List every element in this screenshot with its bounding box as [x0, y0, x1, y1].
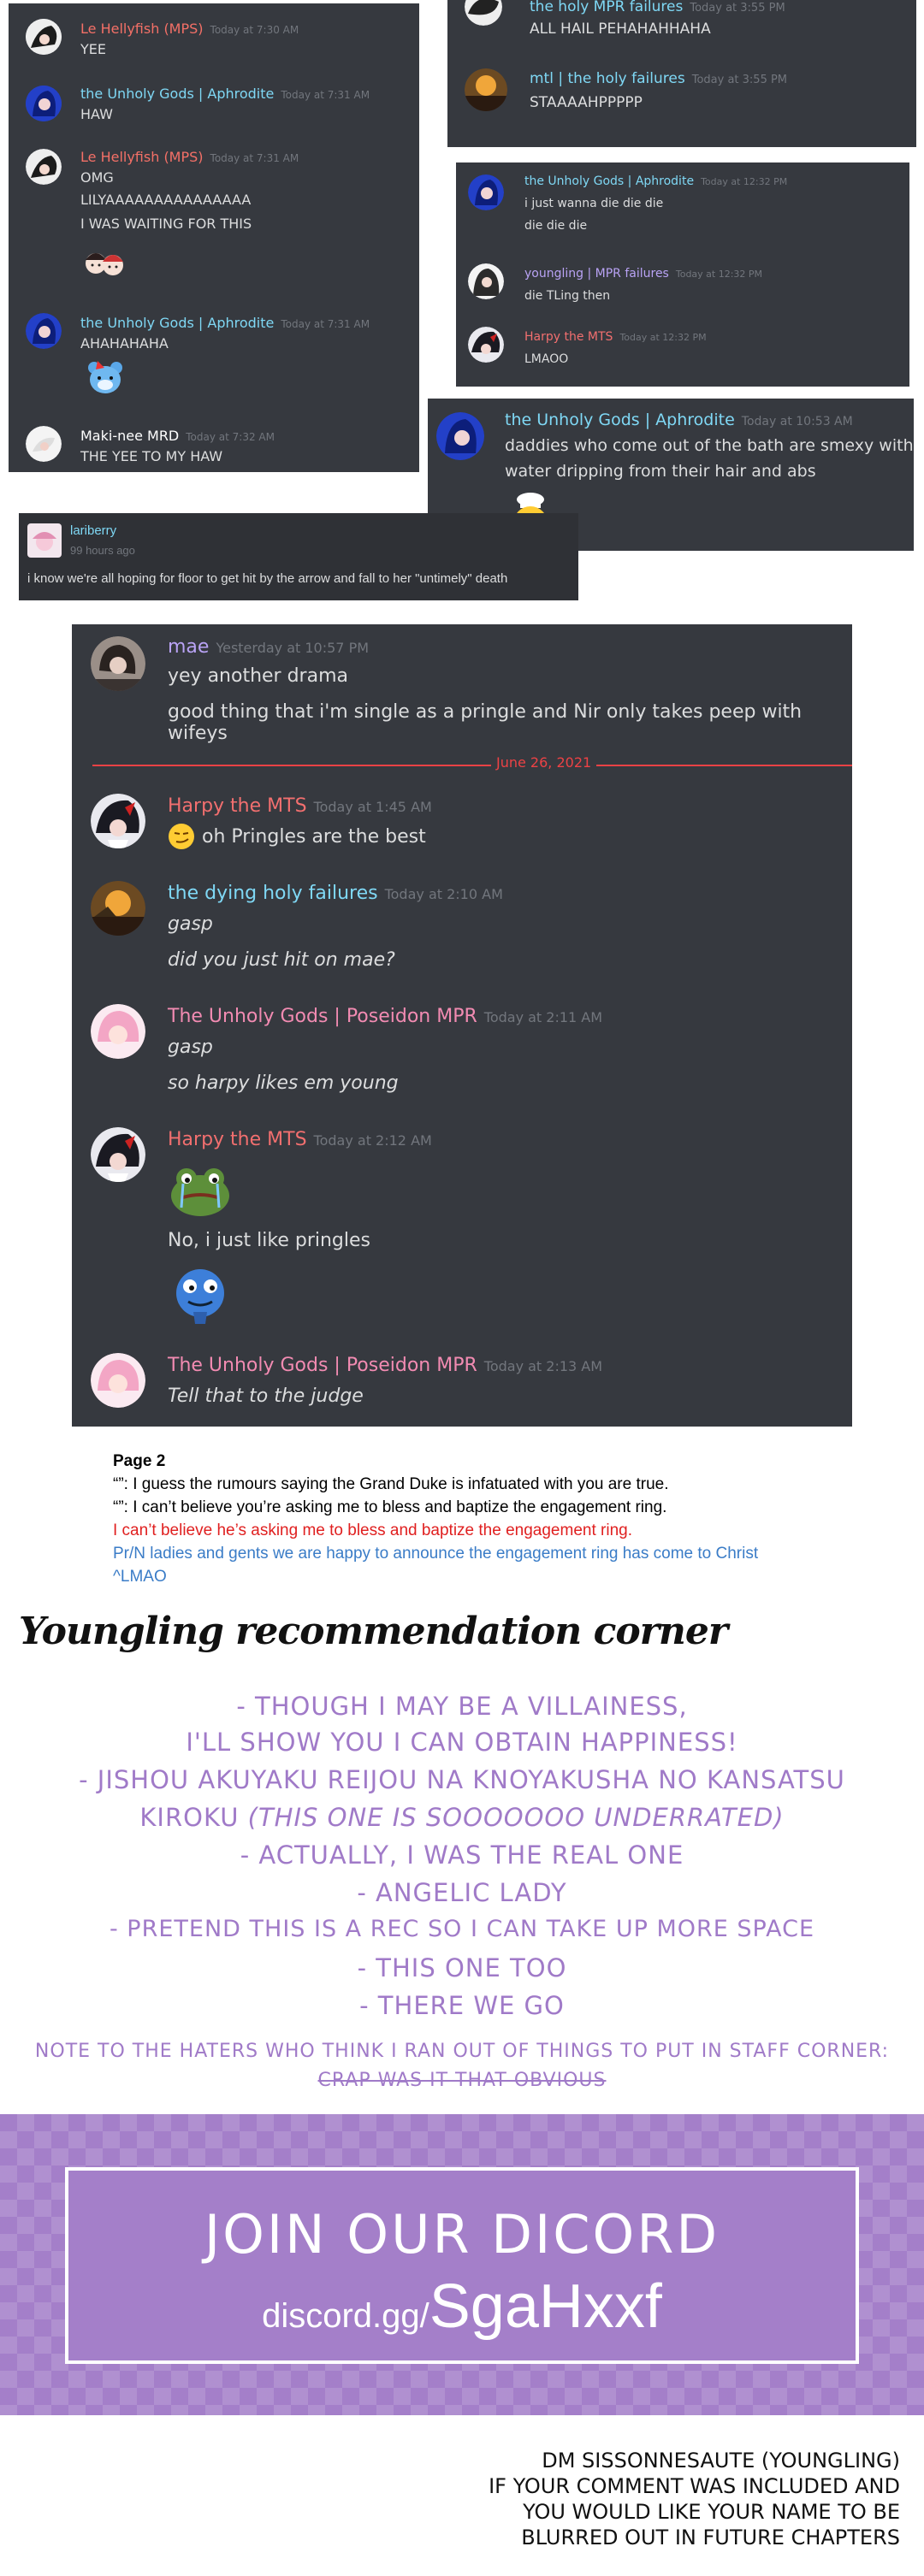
user-avatar[interactable]: [91, 881, 145, 936]
message-text: gasp: [168, 1037, 213, 1058]
message-header: [80, 21, 299, 37]
frog-emoji-icon: [168, 1158, 233, 1220]
message-text: die die die: [524, 219, 588, 233]
user-avatar[interactable]: [468, 327, 504, 363]
timestamp: Today at 1:45 AM: [313, 799, 432, 815]
chat-panel-2: [447, 0, 916, 147]
author-name[interactable]: lariberry: [70, 523, 117, 538]
user-avatar[interactable]: [465, 68, 507, 111]
note-line: ^LMAO: [113, 1568, 167, 1586]
author-name[interactable]: Harpy the MTS: [524, 330, 613, 344]
timestamp: Today at 2:11 AM: [483, 1009, 603, 1025]
chat-panel-1: [9, 3, 419, 472]
page-title: Page 2: [113, 1452, 166, 1470]
user-avatar[interactable]: [26, 313, 62, 349]
message-text: Tell that to the judge: [168, 1385, 364, 1407]
invite-prefix: discord.gg/: [262, 2297, 429, 2335]
message-text: LILYAAAAAAAAAAAAAAA: [80, 192, 252, 208]
smirk-emoji-icon: [168, 823, 195, 850]
author-name[interactable]: mtl | the holy failures: [530, 70, 685, 87]
message-text: OMG: [80, 169, 114, 186]
message-text: YEE: [80, 41, 106, 57]
rec-item: - THIS ONE TOO: [357, 1953, 567, 1982]
message-text: No, i just like pringles: [168, 1230, 370, 1251]
footer-line: BLURRED OUT IN FUTURE CHAPTERS: [521, 2526, 900, 2549]
staff-note: NOTE TO THE HATERS WHO THINK I RAN OUT OF THINGS TO PUT IN STAFF CORNER:: [34, 2041, 890, 2062]
user-avatar[interactable]: [436, 412, 484, 460]
user-avatar[interactable]: [91, 1353, 145, 1408]
rec-item: - JISHOU AKUYAKU REIJOU NA KNOYAKUSHA NO KANSATSU: [79, 1765, 845, 1794]
author-name[interactable]: Harpy the MTS: [168, 1129, 307, 1150]
message-text: good thing that i'm single as a pringle and Nir only takes peep with wifeys: [168, 701, 803, 744]
user-avatar[interactable]: [91, 1004, 145, 1059]
timestamp: Today at 7:30 AM: [210, 24, 299, 36]
discord-invite-link[interactable]: [68, 2272, 856, 2342]
footer-line: DM SISSONNESAUTE (YOUNGLING): [542, 2449, 900, 2473]
author-name[interactable]: Maki-nee MRD: [80, 428, 180, 444]
message-text: did you just hit on mae?: [168, 949, 395, 971]
message-text: STAAAAHPPPPP: [530, 94, 643, 111]
author-name[interactable]: the Unholy Gods | Aphrodite: [80, 86, 275, 102]
message-text: LMAOO: [524, 352, 569, 366]
message-text: so harpy likes em young: [168, 1072, 399, 1094]
timestamp: Today at 7:31 AM: [210, 152, 299, 164]
message-text: i know we're all hoping for floor to get hit by the arrow and fall to her "untimely" death: [27, 571, 508, 586]
timestamp: Today at 7:32 AM: [186, 431, 275, 443]
chibi-emoji-icon: [82, 245, 127, 282]
chat-panel-6: [72, 624, 852, 1427]
author-name[interactable]: Harpy the MTS: [168, 795, 307, 817]
section-heading: Youngling recommendation corner: [19, 1610, 728, 1653]
note-line: Pr/N ladies and gents we are happy to announce the engagement ring has come to Christ: [113, 1545, 759, 1563]
message-text: oh Pringles are the best: [202, 826, 426, 848]
author-name[interactable]: Le Hellyfish (MPS): [80, 149, 204, 165]
message-text: yey another drama: [168, 665, 348, 687]
banner-title: JOIN OUR DICORD: [204, 2203, 720, 2266]
author-name[interactable]: youngling | MPR failures: [524, 267, 669, 281]
message-text: i just wanna die die die: [524, 197, 664, 210]
chat-panel-3: [456, 162, 909, 387]
message-text: gasp: [168, 913, 213, 935]
user-avatar[interactable]: [26, 86, 62, 121]
timestamp: Today at 2:10 AM: [384, 886, 503, 902]
date-divider: [92, 765, 852, 766]
message-text: AHAHAHAHA: [80, 335, 169, 352]
timestamp: Today at 7:31 AM: [281, 89, 370, 101]
rec-item: - ANGELIC LADY: [357, 1878, 567, 1907]
author-name[interactable]: Le Hellyfish (MPS): [80, 21, 204, 37]
note-line: “”: I guess the rumours saying the Grand Duke is infatuated with you are true.: [113, 1475, 669, 1493]
author-name[interactable]: the Unholy Gods | Aphrodite: [524, 174, 695, 188]
message-text: ALL HAIL PEHAHAHHAHA: [530, 21, 711, 38]
user-avatar[interactable]: [91, 1127, 145, 1182]
rec-item: - THERE WE GO: [359, 1991, 565, 2020]
invite-code: SgaHxxf: [429, 2272, 662, 2341]
user-avatar[interactable]: [26, 19, 62, 55]
rec-item: - PRETEND THIS IS A REC SO I CAN TAKE UP MORE SPACE: [109, 1916, 815, 1942]
timestamp: Today at 2:12 AM: [313, 1132, 432, 1149]
message-text: die TLing then: [524, 289, 611, 303]
message-text: I WAS WAITING FOR THIS: [80, 216, 252, 232]
staff-note-strikethrough: CRAP WAS IT THAT OBVIOUS: [317, 2070, 607, 2091]
timestamp: Today at 3:55 PM: [691, 74, 788, 86]
message-text: THE YEE TO MY HAW: [80, 448, 223, 464]
rec-item: - THOUGH I MAY BE A VILLAINESS,: [236, 1692, 688, 1721]
rec-item-kiroku: [0, 1803, 924, 1832]
user-avatar[interactable]: [27, 523, 62, 558]
timestamp: Today at 7:31 AM: [281, 318, 370, 330]
author-name[interactable]: the Unholy Gods | Aphrodite: [80, 315, 275, 331]
user-avatar[interactable]: [26, 149, 62, 185]
footer-line: IF YOUR COMMENT WAS INCLUDED AND: [489, 2474, 900, 2498]
message-text: HAW: [80, 106, 113, 122]
chat-panel-5: [19, 513, 578, 600]
timestamp: Today at 12:32 PM: [701, 176, 788, 187]
user-avatar[interactable]: [91, 794, 145, 848]
timestamp: Today at 12:32 PM: [675, 269, 763, 280]
timestamp: Today at 10:53 AM: [741, 415, 853, 428]
footer-line: YOU WOULD LIKE YOUR NAME TO BE: [523, 2500, 900, 2524]
timestamp: 99 hours ago: [70, 544, 135, 557]
message-text: water dripping from their hair and abs: [505, 462, 816, 481]
user-avatar[interactable]: [468, 263, 504, 299]
discord-banner-box[interactable]: [65, 2167, 859, 2364]
note-line: I can’t believe he’s asking me to bless and baptize the engagement ring.: [113, 1521, 632, 1539]
rec-item: - ACTUALLY, I WAS THE REAL ONE: [240, 1840, 684, 1870]
message-text: daddies who come out of the bath are smexy with: [505, 436, 914, 455]
author-name[interactable]: The Unholy Gods | Poseidon MPR: [168, 1006, 477, 1027]
timestamp: Today at 12:32 PM: [619, 332, 707, 343]
timestamp: Today at 3:55 PM: [690, 2, 785, 15]
note-line: “”: I can’t believe you’re asking me to bless and baptize the engagement ring.: [113, 1498, 667, 1516]
rec-item: I'LL SHOW YOU I CAN OBTAIN HAPPINESS!: [186, 1728, 738, 1757]
author-name[interactable]: mae: [168, 636, 210, 658]
rec-item-aside: (THIS ONE IS SOOOOOOO UNDERRATED): [247, 1803, 785, 1832]
author-name[interactable]: The Unholy Gods | Poseidon MPR: [168, 1355, 477, 1376]
footer-note: [489, 2448, 900, 2550]
user-avatar[interactable]: [91, 636, 145, 691]
timestamp: Today at 2:13 AM: [483, 1358, 603, 1374]
date-divider-label: June 26, 2021: [491, 754, 596, 771]
bear-emoji-icon: [84, 356, 127, 399]
author-name[interactable]: the Unholy Gods | Aphrodite: [505, 411, 735, 429]
user-avatar[interactable]: [468, 174, 504, 210]
author-name[interactable]: the holy MPR failures: [530, 0, 684, 15]
timestamp: Yesterday at 10:57 PM: [216, 640, 370, 656]
author-name[interactable]: the dying holy failures: [168, 883, 378, 904]
user-avatar[interactable]: [465, 0, 502, 26]
discord-banner: [0, 2114, 924, 2415]
pepe-emoji-icon: [168, 1264, 233, 1326]
rec-item: KIROKU: [139, 1803, 240, 1832]
user-avatar[interactable]: [26, 426, 62, 462]
